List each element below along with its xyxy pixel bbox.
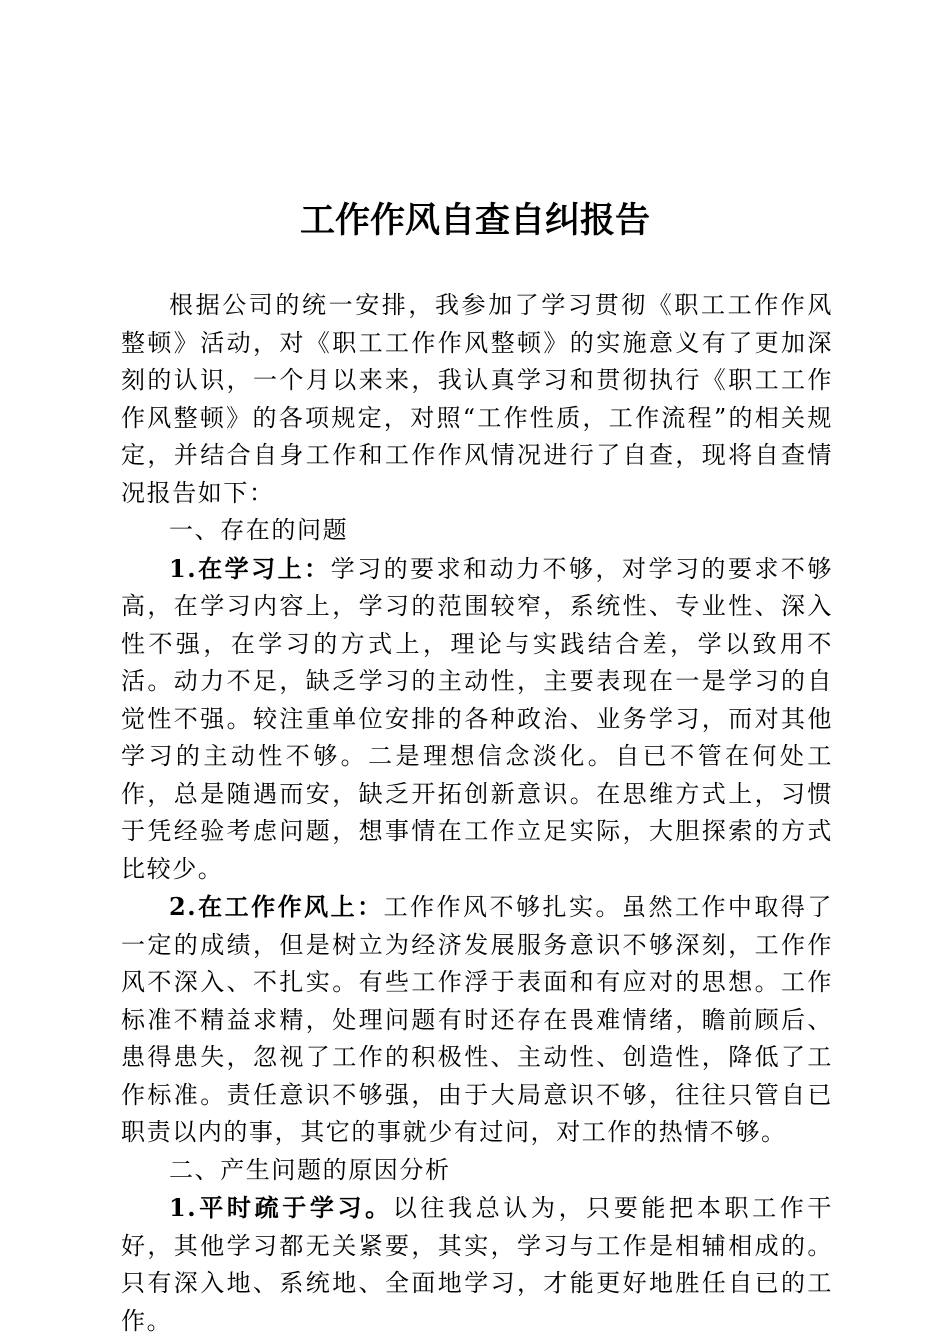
- document-body: [121, 287, 833, 1340]
- item-text-cause-study: 以往我总认为，只要能把本职工作干好，其他学习都无关紧要，其实，学习与工作是相辅相成的。只有深入地、系统地、全面地学习，才能更好地胜任自已的工作。: [121, 1194, 833, 1335]
- intro-paragraph: 根据公司的统一安排，我参加了学习贯彻《职工工作作风整顿》活动，对《职工工作作风整顿》的实施意义有了更加深刻的认识，一个月以来来，我认真学习和贯彻执行《职工工作作风整顿》的各项规定，对照“工作性质，工作流程”的相关规定，并结合自身工作和工作作风情况进行了自查，现将自查情况报告如下：: [121, 291, 833, 507]
- item-text-work-style: 工作作风不够扎实。虽然工作中取得了一定的成绩，但是树立为经济发展服务意识不够深刻，工作作风不深入、不扎实。有些工作浮于表面和有应对的思想。工作标准不精益求精，处理问题有时还存在畏难情绪，瞻前顾后、患得患失，忽视了工作的积极性、主动性、创造性，降低了工作标准。责任意识不够强，由于大局意识不够，往往只管自已职责以内的事，其它的事就少有过问，对工作的热情不够。: [121, 893, 833, 1146]
- paragraph-study: [121, 550, 833, 889]
- section-heading-causes: 二、产生问题的原因分析: [169, 1155, 451, 1184]
- paragraph-work-style: [121, 888, 833, 1152]
- section-heading-problems: 一、存在的问题: [169, 516, 349, 544]
- document-title: 工作作风自查自纠报告: [299, 200, 650, 241]
- item-lead-study: 1.在学习上：: [169, 553, 331, 583]
- item-lead-work-style: 2.在工作作风上：: [169, 892, 384, 921]
- paragraph-cause-study: [121, 1189, 833, 1340]
- item-text-study: 学习的要求和动力不够，对学习的要求不够高，在学习内容上，学习的范围较窄，系统性、专业性、深入性不强，在学习的方式上，理论与实践结合差，学以致用不活。动力不足，缺乏学习的主动性，主要表现在一是学习的自觉性不强。较注重单位安排的各种政治、业务学习，而对其他学习的主动性不够。二是理想信念淡化。自已不管在何处工作，总是随遇而安，缺乏开拓创新意识。在思维方式上，习惯于凭经验考虑问题，想事情在工作立足实际，大胆探索的方式比较少。: [121, 554, 833, 883]
- item-lead-cause-study: 1.平时疏于学习。: [169, 1193, 393, 1222]
